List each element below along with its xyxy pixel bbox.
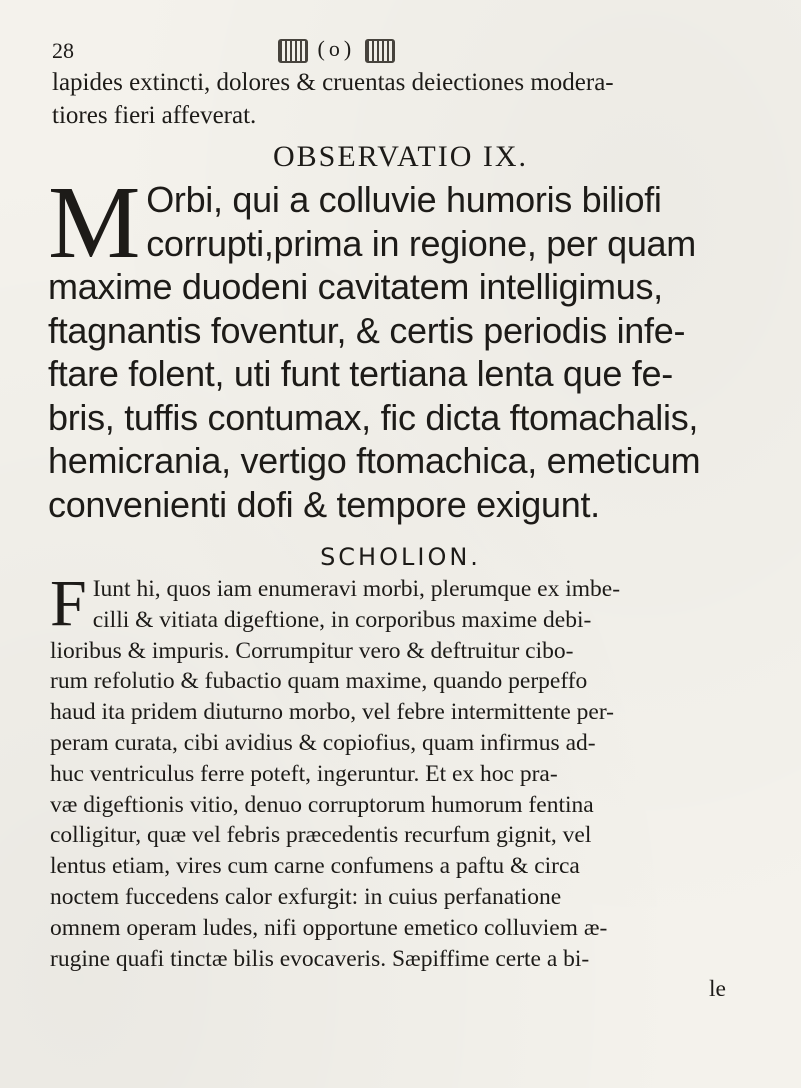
intro-paragraph: [52, 66, 732, 132]
scholion-line: colligitur, quæ vel febris præcedentis recurfum gignit, vel: [50, 822, 592, 849]
body-line: bris, tuffis contumax, fic dicta ftomachalis,: [48, 396, 699, 438]
ornament-right-icon: [365, 39, 395, 63]
scholion-line: cilli & vitiata digeftione, in corporibus maxime debi-: [92, 606, 592, 633]
body-line: ftagnantis foventur, & certis periodis infe-: [48, 309, 686, 351]
observatio-title: OBSERVATIO IX.: [272, 140, 529, 173]
body-line: corrupti,prima in regione, per quam: [146, 222, 696, 264]
scholion-line: væ digeftionis vitio, denuo corruptorum humorum fentina: [50, 791, 594, 818]
body-line: Orbi, qui a colluvie humoris biliofi: [146, 179, 662, 220]
scholion-line: haud ita pridem diuturno morbo, vel febre intermittente per-: [50, 699, 614, 726]
scholion-line: Iunt hi, quos iam enumeravi morbi, plerumque ex imbe-: [92, 576, 621, 602]
scholion-line: omnem operam ludes, nifi opportune emetico colluviem æ-: [50, 914, 608, 941]
dropcap-m: M: [48, 165, 141, 280]
scholion-title: SCHOLION.: [320, 543, 481, 571]
body-line: ftare folent, uti funt tertiana lenta que fe-: [48, 353, 673, 394]
scholion-body: [50, 567, 750, 1005]
body-line: maxime duodeni cavitatem intelligimus,: [48, 266, 663, 307]
scholion-line: rum refolutio & fubactio quam maxime, quando perpeffo: [50, 668, 588, 695]
scholion-line: rugine quafi tinctæ bilis evocaveris. Sæpiffime certe a bi-: [50, 945, 590, 972]
intro-line: lapides extincti, dolores & cruentas deiectiones modera-: [52, 69, 614, 96]
catchword: le: [709, 976, 726, 1003]
intro-line: tiores fieri affeverat.: [52, 102, 257, 129]
page-number: 28: [52, 38, 74, 63]
scholion-line: huc ventriculus ferre poteft, ingeruntur. Et ex hoc pra-: [50, 760, 558, 787]
scholion-line: lioribus & impuris. Corrumpitur vero & deftruitur cibo-: [50, 637, 574, 664]
body-line: hemicrania, vertigo ftomachica, emeticum: [48, 440, 701, 481]
body-line: convenienti dofi & tempore exigunt.: [48, 483, 600, 525]
scholion-line: peram curata, cibi avidius & copiofius, quam infirmus ad-: [50, 729, 596, 756]
ornament-left-icon: [278, 39, 308, 63]
observation-body: [48, 165, 738, 526]
scholion-line: lentus etiam, vires cum carne confumens a paftu & circa: [50, 853, 580, 880]
header-ornament: [278, 36, 395, 63]
ornament-center: (o): [317, 36, 356, 61]
scholion-line: noctem fuccedens calor exfurgit: in cuius perfanatione: [50, 883, 562, 910]
dropcap-f: F: [50, 567, 87, 640]
